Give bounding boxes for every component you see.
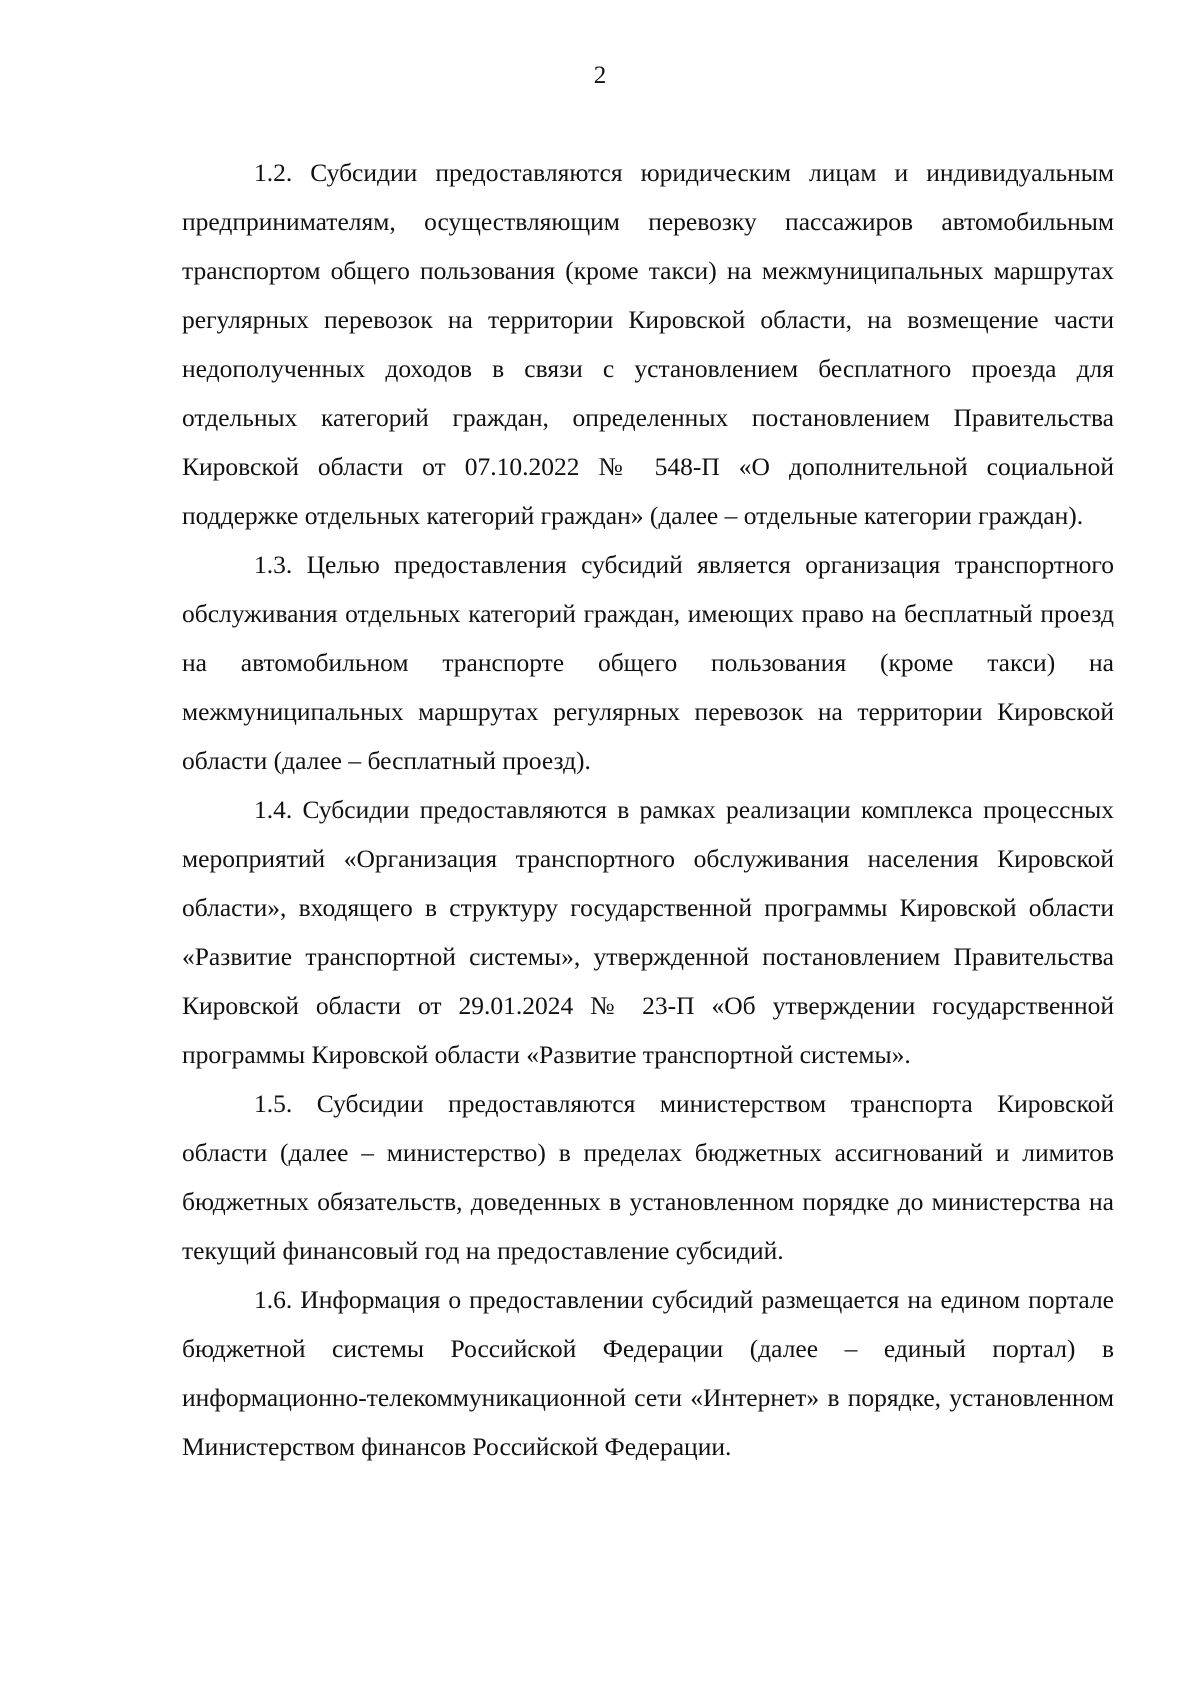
paragraph-1-2: 1.2. Субсидии предоставляются юридическим лицам и индивидуальным предпринимателям, осуществляющим перевозку пассажиров автомобильным транспортом общего пользования (кроме такси) на межмуниципальных маршрутах регулярных перевозок на территории Кировской области, на возмещение части недополученных доходов в связи с установлением бесплатного проезда для отдельных категорий граждан, определенных постановлением Правительства Кировской области от 07.10.2022 № 548-П «О дополнительной социальной поддержке отдельных категорий граждан» (далее – отдельные категории граждан). <box>182 158 1114 530</box>
paragraph-1-4: 1.4. Субсидии предоставляются в рамках реализации комплекса процессных мероприятий «Организация транспортного обслуживания населения Кировской области», входящего в структуру государственной программы Кировской области «Развитие транспортной системы», утвержденной постановлением Правительства Кировской области от 29.01.2024 № 23-П «Об утверждении государственной программы Кировской области «Развитие транспортной системы». <box>182 795 1114 1069</box>
paragraph-1-6: 1.6. Информация о предоставлении субсидий размещается на едином портале бюджетной системы Российской Федерации (далее – единый портал) в информационно-телекоммуникационной сети «Интернет» в порядке, установленном Министерством финансов Российской Федерации. <box>182 1285 1114 1461</box>
page-number: 2 <box>593 62 607 89</box>
paragraph-1-5: 1.5. Субсидии предоставляются министерством транспорта Кировской области (далее – министерство) в пределах бюджетных ассигнований и лимитов бюджетных обязательств, доведенных в установленном порядке до министерства на текущий финансовый год на предоставление субсидий. <box>182 1089 1114 1265</box>
document-body <box>182 148 1114 1471</box>
paragraph-1-3: 1.3. Целью предоставления субсидий является организация транспортного обслуживания отдельных категорий граждан, имеющих право на бесплатный проезд на автомобильном транспорте общего пользования (кроме такси) на межмуниципальных маршрутах регулярных перевозок на территории Кировской области (далее – бесплатный проезд). <box>182 550 1114 775</box>
